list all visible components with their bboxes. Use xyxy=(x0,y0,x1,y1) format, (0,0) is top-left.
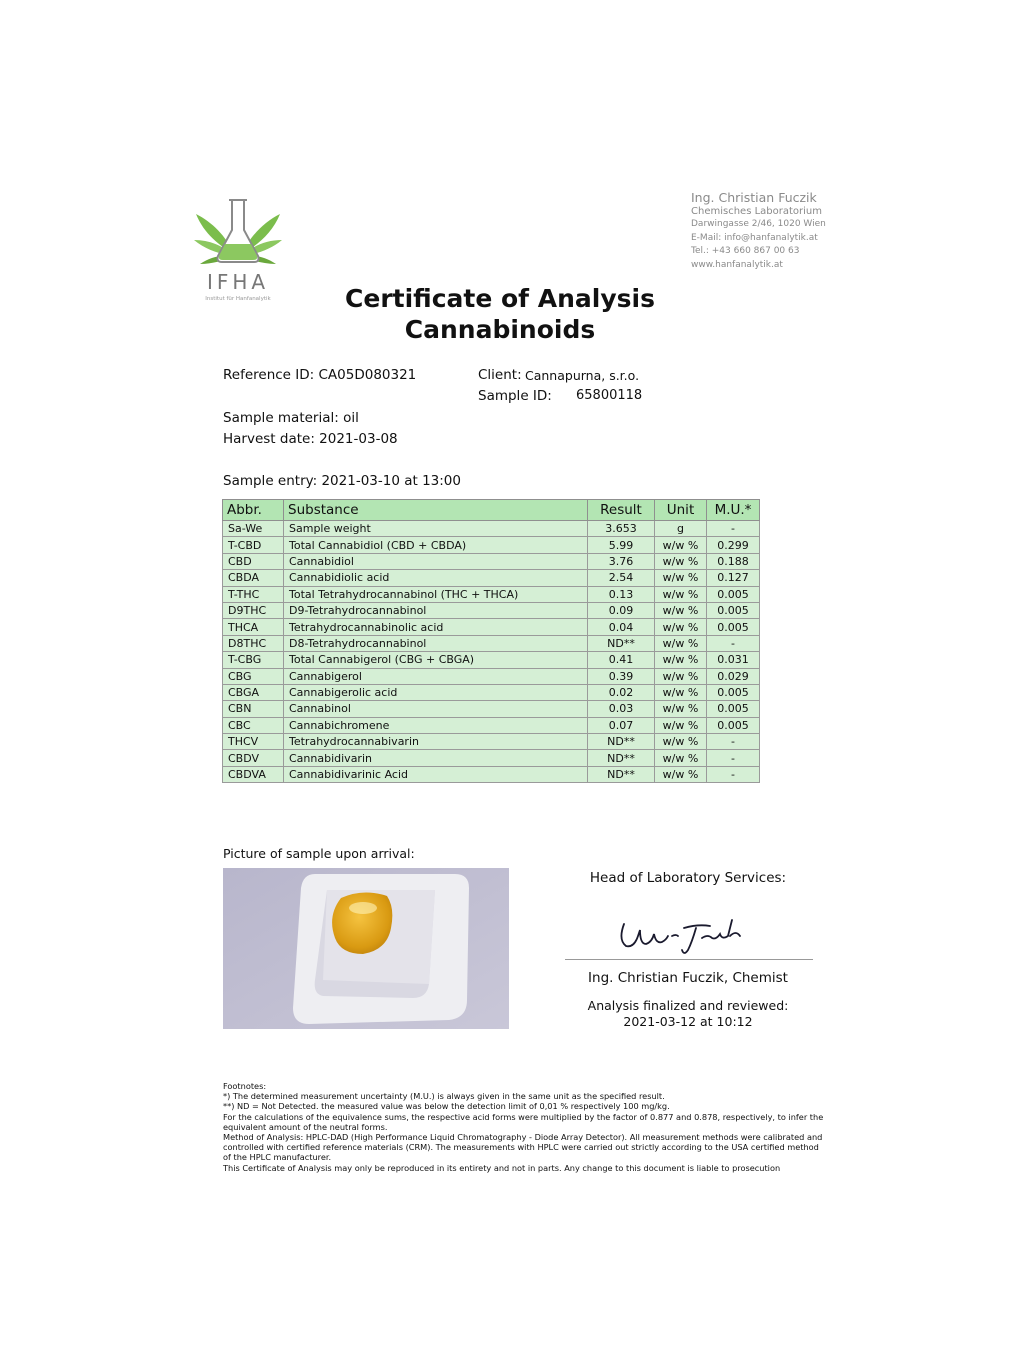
cell-substance: Tetrahydrocannabivarin xyxy=(284,734,588,750)
cell-unit: w/w % xyxy=(655,652,707,668)
cell-mu: 0.005 xyxy=(707,701,760,717)
sample-entry: Sample entry: 2021-03-10 at 13:00 xyxy=(223,473,461,489)
cell-abbr: Sa-We xyxy=(223,521,284,537)
table-row xyxy=(223,635,760,651)
reference-id: Reference ID: CA05D080321 xyxy=(223,367,417,383)
cell-unit: w/w % xyxy=(655,537,707,553)
table-row xyxy=(223,553,760,569)
cell-unit: w/w % xyxy=(655,684,707,700)
title-line1: Certificate of Analysis xyxy=(345,284,655,313)
cell-mu: 0.029 xyxy=(707,668,760,684)
table-row xyxy=(223,668,760,684)
head-of-lab-label: Head of Laboratory Services: xyxy=(589,870,787,886)
header-result: Result xyxy=(588,500,655,521)
footnote-method: Method of Analysis: HPLC-DAD (High Performance Liquid Chromatography - Diode Array Detector). All measurement methods were calibrated and controlled with certified reference materials (CRM). The measurements with HPLC were carried out strictly according to the USA certified method of the HPLC manufacturer. xyxy=(223,1132,823,1163)
lab-name: Ing. Christian Fuczik xyxy=(691,190,817,205)
page-title xyxy=(300,283,700,345)
cell-mu: 0.299 xyxy=(707,537,760,553)
cell-result: 0.41 xyxy=(588,652,655,668)
cell-mu: - xyxy=(707,766,760,782)
cell-abbr: CBDA xyxy=(223,570,284,586)
cell-result: 5.99 xyxy=(588,537,655,553)
table-row xyxy=(223,537,760,553)
table-row xyxy=(223,619,760,635)
cell-substance: Tetrahydrocannabinolic acid xyxy=(284,619,588,635)
cell-abbr: T-THC xyxy=(223,586,284,602)
cell-substance: Cannabinol xyxy=(284,701,588,717)
cell-result: ND** xyxy=(588,750,655,766)
cell-abbr: T-CBG xyxy=(223,652,284,668)
footnote-nd: **) ND = Not Detected. the measured value was below the detection limit of 0,01 % respectively 100 mg/kg. xyxy=(223,1101,670,1112)
cell-substance: Total Cannabigerol (CBG + CBGA) xyxy=(284,652,588,668)
footnotes xyxy=(223,1081,827,1173)
cell-unit: w/w % xyxy=(655,602,707,618)
cell-abbr: D9THC xyxy=(223,602,284,618)
cell-mu: 0.005 xyxy=(707,684,760,700)
lab-email: E-Mail: info@hanfanalytik.at xyxy=(691,232,818,243)
cell-unit: w/w % xyxy=(655,668,707,684)
cell-mu: 0.188 xyxy=(707,553,760,569)
cell-result: 3.653 xyxy=(588,521,655,537)
table-row xyxy=(223,602,760,618)
cell-result: 0.04 xyxy=(588,619,655,635)
cell-result: 0.09 xyxy=(588,602,655,618)
cell-substance: Total Tetrahydrocannabinol (THC + THCA) xyxy=(284,586,588,602)
table-row xyxy=(223,766,760,782)
header-substance: Substance xyxy=(284,500,588,521)
signature-line xyxy=(565,959,813,960)
cell-abbr: T-CBD xyxy=(223,537,284,553)
sample-id-label: Sample ID: xyxy=(478,388,552,404)
cell-result: ND** xyxy=(588,635,655,651)
harvest-date: Harvest date: 2021-03-08 xyxy=(223,431,398,447)
cell-mu: 0.005 xyxy=(707,602,760,618)
table-header-row xyxy=(223,500,760,521)
finalized-label: Analysis finalized and reviewed: xyxy=(587,998,789,1013)
footnote-mu: *) The determined measurement uncertainty (M.U.) is always given in the same unit as the specified result. xyxy=(223,1091,665,1102)
header-abbr: Abbr. xyxy=(223,500,284,521)
cell-abbr: THCV xyxy=(223,734,284,750)
footnote-reproduction: This Certificate of Analysis may only be reproduced in its entirety and not in parts. Any change to this document is liable to prosecution xyxy=(223,1162,781,1173)
cell-mu: 0.127 xyxy=(707,570,760,586)
cell-substance: Total Cannabidiol (CBD + CBDA) xyxy=(284,537,588,553)
cell-unit: w/w % xyxy=(655,766,707,782)
cell-mu: - xyxy=(707,521,760,537)
sample-material: Sample material: oil xyxy=(223,410,359,426)
cell-substance: Cannabigerolic acid xyxy=(284,684,588,700)
picture-label: Picture of sample upon arrival: xyxy=(223,846,415,861)
cell-substance: Cannabidivarinic Acid xyxy=(284,766,588,782)
cell-result: 2.54 xyxy=(588,570,655,586)
cell-unit: w/w % xyxy=(655,553,707,569)
table-row xyxy=(223,684,760,700)
lab-address-block xyxy=(691,190,891,272)
table-row xyxy=(223,586,760,602)
cell-mu: 0.005 xyxy=(707,619,760,635)
cell-abbr: CBC xyxy=(223,717,284,733)
header-mu: M.U.* xyxy=(707,500,760,521)
results-table xyxy=(222,499,760,783)
cell-result: ND** xyxy=(588,734,655,750)
cell-result: ND** xyxy=(588,766,655,782)
sample-photo xyxy=(223,868,509,1029)
client-label: Client: xyxy=(478,367,522,383)
cell-mu: - xyxy=(707,750,760,766)
cell-substance: Cannabichromene xyxy=(284,717,588,733)
logo-wordmark: IFHA xyxy=(206,270,270,294)
table-row xyxy=(223,652,760,668)
cell-substance: D9-Tetrahydrocannabinol xyxy=(284,602,588,618)
cell-mu: 0.005 xyxy=(707,586,760,602)
header-unit: Unit xyxy=(655,500,707,521)
footnote-title: Footnotes: xyxy=(223,1081,267,1091)
table-row xyxy=(223,734,760,750)
cell-substance: D8-Tetrahydrocannabinol xyxy=(284,635,588,651)
client-value: Cannapurna, s.r.o. xyxy=(525,368,640,383)
cell-unit: g xyxy=(655,521,707,537)
cell-abbr: CBG xyxy=(223,668,284,684)
cell-abbr: D8THC xyxy=(223,635,284,651)
cell-result: 0.02 xyxy=(588,684,655,700)
finalized-date xyxy=(565,998,811,1030)
sample-id-value: 65800118 xyxy=(576,388,643,403)
cell-result: 0.39 xyxy=(588,668,655,684)
logo-subtitle: Institut für Hanfanalytik xyxy=(205,296,271,302)
cell-abbr: CBGA xyxy=(223,684,284,700)
table-row xyxy=(223,701,760,717)
cell-unit: w/w % xyxy=(655,734,707,750)
cell-substance: Cannabigerol xyxy=(284,668,588,684)
cell-mu: 0.031 xyxy=(707,652,760,668)
cell-unit: w/w % xyxy=(655,635,707,651)
cell-result: 0.07 xyxy=(588,717,655,733)
cell-substance: Cannabidiolic acid xyxy=(284,570,588,586)
cell-substance: Cannabidiol xyxy=(284,553,588,569)
table-row xyxy=(223,521,760,537)
lab-line1: Chemisches Laboratorium xyxy=(691,206,822,217)
cell-unit: w/w % xyxy=(655,750,707,766)
cell-result: 0.13 xyxy=(588,586,655,602)
cell-substance: Sample weight xyxy=(284,521,588,537)
cell-abbr: THCA xyxy=(223,619,284,635)
cell-unit: w/w % xyxy=(655,717,707,733)
signature-icon xyxy=(612,906,752,956)
footnote-equivalence: For the calculations of the equivalence sums, the respective acid forms were multiplied by the factor of 0.877 and 0.878, respectively, to infer the equivalent amount of the neutral forms. xyxy=(223,1111,824,1132)
cell-result: 0.03 xyxy=(588,701,655,717)
cell-abbr: CBDV xyxy=(223,750,284,766)
cell-unit: w/w % xyxy=(655,586,707,602)
lab-phone: Tel.: +43 660 867 00 63 xyxy=(691,246,800,256)
cell-result: 3.76 xyxy=(588,553,655,569)
cell-mu: 0.005 xyxy=(707,717,760,733)
lab-address: Darwingasse 2/46, 1020 Wien xyxy=(691,219,826,229)
cell-unit: w/w % xyxy=(655,570,707,586)
lab-website: www.hanfanalytik.at xyxy=(691,259,783,270)
cell-abbr: CBDVA xyxy=(223,766,284,782)
table-row xyxy=(223,570,760,586)
chemist-name: Ing. Christian Fuczik, Chemist xyxy=(588,970,788,986)
cell-abbr: CBN xyxy=(223,701,284,717)
cell-unit: w/w % xyxy=(655,701,707,717)
cell-mu: - xyxy=(707,635,760,651)
cell-unit: w/w % xyxy=(655,619,707,635)
table-row xyxy=(223,717,760,733)
cell-mu: - xyxy=(707,734,760,750)
title-line2: Cannabinoids xyxy=(404,315,596,344)
cell-substance: Cannabidivarin xyxy=(284,750,588,766)
cell-abbr: CBD xyxy=(223,553,284,569)
table-row xyxy=(223,750,760,766)
finalized-value: 2021-03-12 at 10:12 xyxy=(623,1014,753,1029)
